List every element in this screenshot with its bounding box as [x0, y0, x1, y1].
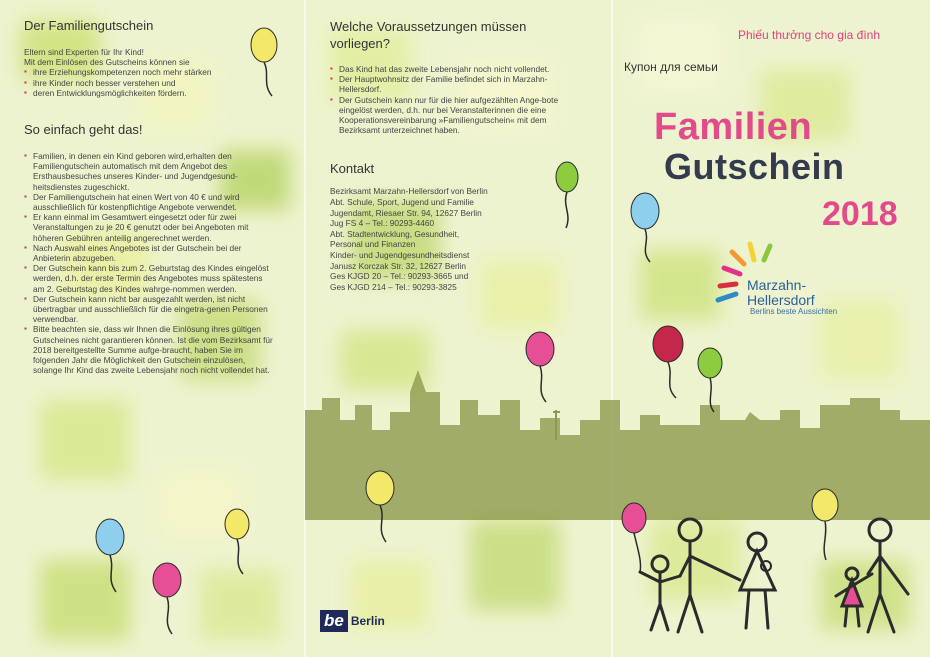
step-item: ▪ Der Gutschein kann bis zum 2. Geburtstag des Kindes eingelöst werden, d.h. der erste Termin des Angebotes muss spätestens am 2. Geburtstag des Kindes wahrge-nommen werden. — [24, 263, 276, 294]
title-gutschein: Gutschein — [664, 146, 845, 187]
contact-line: Jugendamt, Riesaer Str. 94, 12627 Berlin — [330, 207, 482, 218]
step-item: ▪ Der Familiengutschein hat einen Wert von 40 € und wird ausschließlich für kostenpflichtige Angebote verwendet. — [24, 192, 276, 212]
intro-text — [24, 47, 280, 98]
contact-line: Ges KJGD 214 – Tel.: 90293-3825 — [330, 281, 457, 292]
contact-line: Kinder- und Jugendgesundheitsdienst — [330, 249, 470, 260]
contact-line: Janusz Korczak Str. 32, 12627 Berlin — [330, 260, 467, 271]
intro-line-2: Mit dem Einlösen des Gutscheins können sie — [24, 57, 190, 68]
intro-bullet: ▪ ihre Kinder noch besser verstehen und — [24, 78, 280, 88]
contact-block — [330, 186, 594, 292]
step-item: ▪ Bitte beachten sie, dass wir Ihnen die Einlösung ihres gültigen Gutscheines nicht garantieren können. Ist die vom Bezirksamt für 2018 bereitgestellte Summe aufge-braucht, haben Sie im folgenden Jahr die Möglichkeit den Gutschein einzulösen, solange Ihr Kind das zweite Lebensjahr noch nicht vollendet hat. — [24, 324, 276, 375]
middle-panel — [310, 0, 610, 657]
intro-bullet: ▪ deren Entwicklungsmöglichkeiten fördern. — [24, 88, 280, 98]
heading-kontakt: Kontakt — [330, 161, 375, 177]
district-name: Marzahn- Hellersdorf — [747, 277, 815, 308]
intro-bullets — [24, 67, 280, 98]
requirement-item: ▪ Der Hauptwohnsitz der Familie befindet sich in Marzahn-Hellersdorf. — [330, 74, 588, 94]
contact-line: Jug FS 4 – Tel.: 90293-4460 — [330, 218, 435, 229]
berlin-logo-text: Berlin — [350, 614, 385, 628]
requirement-item: ▪ Der Gutschein kann nur für die hier aufgezählten Ange-bote eingelöst werden, d.h. nur bei Veranstalterinnen die eine Kooperationsvereinbarung »Familiengutschein« mit dem Bezirksamt unterzeichnet haben. — [330, 95, 588, 136]
contact-line: Ges KJGD 20 – Tel.: 90293-3665 und — [330, 271, 469, 282]
left-panel — [0, 0, 300, 657]
vietnamese-subtitle: Phiếu thưởng cho gia đình — [738, 28, 881, 42]
contact-line: Abt. Schule, Sport, Jugend und Familie — [330, 197, 474, 208]
right-panel — [610, 0, 930, 657]
contact-line: Abt. Stadtentwicklung, Gesundheit, — [330, 228, 460, 239]
heading-voraussetzungen: Welche Voraussetzungen müssen vorliegen? — [330, 19, 527, 51]
heading-familiengutschein: Der Familiengutschein — [24, 18, 154, 33]
heading-so-einfach: So einfach geht das! — [24, 122, 143, 138]
title-year: 2018 — [822, 195, 898, 233]
step-item: ▪ Familien, in denen ein Kind geboren wird,erhalten den Familiengutschein automatisch mit dem Angebot des Ersthausbesuches unseres Kinder- und Jugendgesund-heitsdienstes zugeschickt. — [24, 151, 276, 192]
contact-line: Personal und Finanzen — [330, 239, 416, 250]
intro-line-1: Eltern sind Experten für Ihr Kind! — [24, 47, 144, 57]
steps-list — [24, 151, 276, 375]
requirements-list — [330, 64, 588, 135]
title-familien: Familien — [654, 106, 813, 148]
be-berlin-logo — [320, 610, 385, 632]
step-item: ▪ Der Gutschein kann nicht bar ausgezahlt werden, ist nicht übertragbar und ausschließlich für die eingetra-genen Personen verwendbar. — [24, 294, 276, 325]
be-logo-mark: be — [320, 610, 348, 632]
contact-line: Bezirksamt Marzahn-Hellersdorf von Berlin — [330, 186, 488, 197]
district-slogan: Berlins beste Aussichten — [750, 307, 838, 316]
russian-subtitle: Купон для семьи — [624, 60, 718, 74]
step-item: ▪ Nach Auswahl eines Angebotes ist der Gutschein bei der Anbieterin abzugeben. — [24, 243, 276, 263]
intro-bullet: ▪ ihre Erziehungskompetenzen noch mehr stärken — [24, 67, 280, 77]
step-item: ▪ Er kann einmal im Gesamtwert eingesetzt oder für zwei Veranstaltungen zu je 20 € genutzt oder bei Angeboten mit höheren Gebühren anteilig angerechnet werden. — [24, 212, 276, 243]
requirement-item: ▪ Das Kind hat das zweite Lebensjahr noch nicht vollendet. — [330, 64, 588, 74]
